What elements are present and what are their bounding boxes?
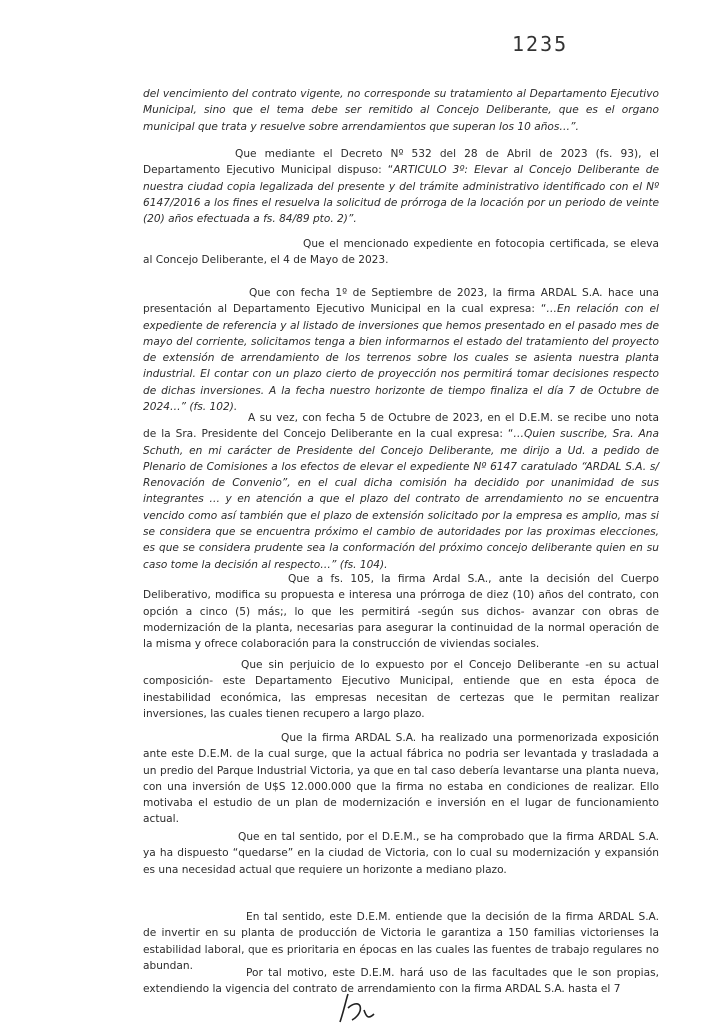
paragraph [143, 410, 659, 573]
paragraph [143, 86, 659, 135]
paragraph [143, 285, 659, 415]
quoted-text: …Quien suscribe, Sra. Ana Schuth, en mi carácter de Presidente del Concejo Deliberante, me dirijo a Ud. a pedido de Plenario de Comisiones a los efectos de elevar el expediente Nº 6147 caratulado “ARDAL S.A. s/ Renovación de Convenio”, en el cual dicha comisión ha decidido por unanimidad de sus integrantes … y en atención a que el plazo del contrato de arrendamiento no se encuentra vencido como así también que el plazo de extensión solicitado por la empresa es amplio, mas si se considera que se encuentra próximo el cambio de autoridades por las proximas elecciones, es que se considera prudente sea la conformación del próximo concejo deliberante quien en su caso tome la decisión al respecto…” (fs. 104). [143, 428, 659, 571]
body-text: Que a fs. 105, la firma Ardal S.A., ante la decisión del Cuerpo Deliberativo, modifica su propuesta e interesa una prórroga de diez (10) años del contrato, con opción a cinco (5) más;, lo que les permitirá -según sus dichos- avanzar con obras de modernización de la planta, necesarias para asegurar la continuidad de la normal operación de la misma y ofrece colaboración para la construcción de viviendas sociales. [143, 573, 659, 651]
paragraph [143, 730, 659, 828]
body-text: A su vez, con fecha 5 de Octubre de 2023, en el D.E.M. se recibe uno nota de la Sra. Presidente del Concejo Deliberante en la cual expresa: “ [143, 412, 659, 441]
signature-mark [334, 992, 384, 1024]
body-text: Por tal motivo, este D.E.M. hará uso de las facultades que le son propias, extendiendo la vigencia del contrato de arrendamiento con la firma ARDAL S.A. hasta el 7 [143, 967, 659, 996]
quoted-text: …En relación con el expediente de referencia y al listado de inversiones que hemos presentado en el pasado mes de mayo del corriente, solicitamos tenga a bien informarnos el estado del tratamiento del proyecto de extensión de arrendamiento de los terrenos sobre los cuales se asienta nuestra planta industrial. El contar con un plazo cierto de proyección nos permitirá tomar decisiones respecto de dichas inversiones. A la fecha nuestro horizonte de tiempo finaliza el día 7 de Octubre de 2024…” (fs. 102). [143, 303, 659, 414]
body-text: Que en tal sentido, por el D.E.M., se ha comprobado que la firma ARDAL S.A. ya ha dispuesto “quedarse” en la ciudad de Victoria, con lo cual su modernización y expansión es una necesidad actual que requiere un horizonte a mediano plazo. [143, 831, 659, 876]
body-text: Que el mencionado expediente en fotocopia certificada, se eleva al Concejo Deliberante, el 4 de Mayo de 2023. [143, 238, 659, 267]
body-text: Que la firma ARDAL S.A. ha realizado una pormenorizada exposición ante este D.E.M. de la cual surge, que la actual fábrica no podria ser levantada y trasladada a un predio del Parque Industrial Victoria, ya que en tal caso debería levantarse una planta nueva, con una inversión de U$S 12.000.000 que la firma no estaba en condiciones de realizar. Ello motivaba el estudio de un plan de modernización e inversión en el lugar de funcionamiento actual. [143, 732, 659, 826]
paragraph [143, 236, 659, 269]
paragraph [143, 829, 659, 878]
body-text: Que sin perjuicio de lo expuesto por el Concejo Deliberante -en su actual composición- este Departamento Ejecutivo Municipal, entiende que en esta época de inestabilidad económica, las empresas necesitan de certezas que le permitan realizar inversiones, las cuales tienen recupero a largo plazo. [143, 659, 659, 720]
page-number: 1235 [512, 32, 569, 56]
body-text: Que mediante el Decreto Nº 532 del 28 de Abril de 2023 (fs. 93), el Departamento Ejecutivo Municipal dispuso: “ [143, 148, 659, 177]
quoted-text: del vencimiento del contrato vigente, no corresponde su tratamiento al Departamento Ejecutivo Municipal, sino que el tema debe ser remitido al Concejo Deliberante, que es el organo municipal que trata y resuelve sobre arrendamientos que superan los 10 años…”. [143, 88, 659, 133]
paragraph [143, 965, 659, 998]
paragraph [143, 571, 659, 652]
body-text: Que con fecha 1º de Septiembre de 2023, la firma ARDAL S.A. hace una presentación al Departamento Ejecutivo Municipal en la cual expresa: “ [143, 287, 659, 316]
paragraph [143, 146, 659, 227]
quoted-text: ARTICULO 3º: Elevar al Concejo Deliberante de nuestra ciudad copia legalizada del presente y del trámite administrativo identificado con el Nº 6147/2016 a los fines el resuelva la solicitud de prórroga de la locación por un periodo de veinte (20) años efectuada a fs. 84/89 pto. 2)”. [143, 164, 659, 226]
paragraph [143, 657, 659, 722]
body-text: En tal sentido, este D.E.M. entiende que la decisión de la firma ARDAL S.A. de invertir en su planta de producción de Victoria le garantiza a 150 familias victorienses la estabilidad laboral, que es prioritaria en épocas en las cuales las fuentes de trabajo regulares no abundan. [143, 911, 659, 972]
